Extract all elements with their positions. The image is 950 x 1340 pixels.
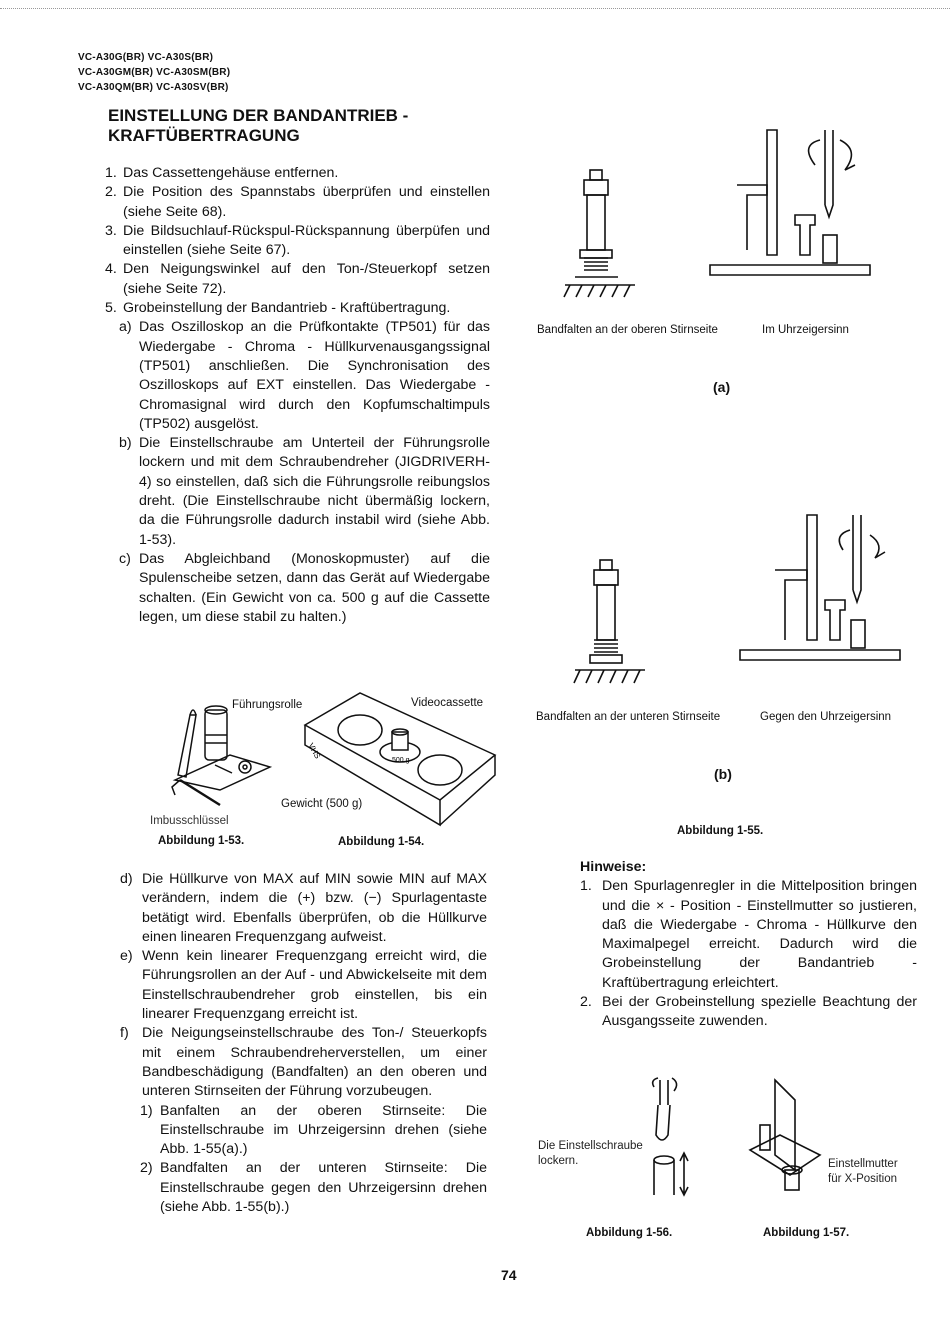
label-imbusschluessel: Imbusschlüssel: [150, 815, 229, 827]
step-item: 5. Grobeinstellung der Bandantrieb - Kraftübertragung.: [105, 300, 451, 317]
substep-item: 1) Banfalten an der oberen Stirnseite: Die Einstellschraube im Uhrzeigersinn drehen (siehe Abb. 1-55(a).): [140, 1102, 487, 1158]
figure-1-55b-head-adjust: [735, 510, 905, 670]
label-x-position: für X-Position: [828, 1173, 898, 1185]
model-line: VC-A30QM(BR) VC-A30SV(BR): [78, 82, 229, 93]
label-einstellschraube: Die Einstellschraube: [538, 1140, 643, 1152]
figure-1-53-illustration: [160, 695, 280, 810]
step-item: 2. Die Position des Spannstabs überprüfen und einstellen (siehe Seite 68).: [105, 184, 490, 220]
figure-1-57-x-position-nut: [740, 1075, 830, 1205]
title-line: KRAFTÜBERTRAGUNG: [108, 126, 300, 145]
sub-figure-label-a: (a): [713, 379, 731, 395]
model-line: VC-A30G(BR) VC-A30S(BR): [78, 52, 214, 63]
title-line: EINSTELLUNG DER BANDANTRIEB -: [108, 106, 409, 125]
note-item: 2. Bei der Grobeinstellung spezielle Beachtung der Ausgangsseite zuwenden.: [580, 994, 917, 1030]
figure-1-56-screw-loosen: [640, 1075, 700, 1205]
label-fuehrungsrolle: Führungsrolle: [232, 699, 303, 711]
label-einstellmutter: Einstellmutter: [828, 1158, 898, 1170]
figure-caption: Abbildung 1-55.: [677, 825, 764, 837]
procedure-steps: [105, 164, 490, 627]
model-list: [78, 50, 230, 95]
label-untere-stirnseite: Bandfalten an der unteren Stirnseite: [536, 711, 721, 723]
notes-heading: Hinweise:: [580, 859, 647, 875]
step-item: 3. Die Bildsuchlauf-Rückspul-Rückspannung überpüfen und einstellen (siehe Seite 67).: [105, 222, 490, 259]
vhs-logo: VHS: [306, 741, 323, 761]
substep-item: b) Die Einstellschraube am Unterteil der Führungsrolle lockern und mit dem Schraubendreher (JIGDRIVERH-4) so einstellen, daß sich die Führungsrolle reibungslos dreht. (Die Einstellschraube nicht übermäßig lockern, da die Führungsrolle dadurch instabil wird (siehe Abb. 1-53).: [119, 435, 490, 548]
model-line: VC-A30GM(BR) VC-A30SM(BR): [78, 67, 231, 78]
substep-item: 2) Bandfalten an der unteren Stirnseite: Die Einstellschraube gegen den Uhrzeigersinn drehen (siehe Abb. 1-55(b).): [140, 1160, 487, 1216]
label-gegen-uhrzeigersinn: Gegen den Uhrzeigersinn: [760, 711, 892, 723]
figure-caption: Abbildung 1-53.: [158, 835, 245, 847]
figure-caption: Abbildung 1-56.: [586, 1227, 673, 1239]
label-gewicht: Gewicht (500 g): [281, 798, 363, 810]
weight-label: 500 g: [392, 757, 410, 764]
scan-edge-line: [0, 8, 950, 10]
label-obere-stirnseite: Bandfalten an der oberen Stirnseite: [537, 324, 718, 336]
substep-item: d) Die Hüllkurve von MAX auf MIN sowie MIN auf MAX verändern, indem die (+) bzw. (−) Spurlagentaste betätigt wird. Ebenfalls überprüfen, ob die Hüllkurve einen linearen Frequenzgang aufweist.: [120, 871, 487, 945]
notes-section: [580, 858, 917, 1032]
step-item: 1. Das Cassettengehäuse entfernen.: [105, 165, 339, 181]
procedure-steps-continued: [120, 870, 487, 1217]
label-lockern: lockern.: [538, 1155, 579, 1167]
substep-item: e) Wenn kein linearer Frequenzgang erreicht wird, die Führungsrollen an der Auf - und Abwickelseite mit dem Einstellschraubendreher grob einstellen, bis ein linearer Frequenzgang erreicht ist.: [120, 948, 487, 1023]
page-title: [108, 106, 528, 146]
substep-item: a) Das Oszilloskop an die Prüfkontakte (TP501) für das Wiedergabe - Chroma - Hüllkurvenausgangssignal (TP501) anschließen. Die Synchronisation des Oszilloskops auf EXT einstellen. Das Wiedergabe - Chromasignal wird durch den Kopfumschaltimpuls (TP502) ausgelöst.: [119, 319, 490, 432]
figure-1-55a-head-adjust: [705, 125, 875, 285]
substep-item: f) Die Neigungseinstellschraube des Ton-/ Steuerkopfs mit einem Schraubendreherverstellen, um einer Bandbeschädigung (Bandfalten) an den oberen und unteren Stirnseiten der Führung vorzubeugen.: [120, 1025, 487, 1100]
figure-1-54-cassette: [290, 690, 500, 835]
figure-1-55a-guide-roller: [560, 165, 640, 305]
page-number: 74: [501, 1267, 517, 1283]
figure-caption: Abbildung 1-54.: [338, 836, 425, 848]
figure-caption: Abbildung 1-57.: [763, 1227, 850, 1239]
label-videocassette: Videocassette: [411, 697, 484, 709]
substep-item: c) Das Abgleichband (Monoskopmuster) auf die Spulenscheibe setzen, dann das Gerät auf Wiedergabe schalten. (Ein Gewicht von ca. 500 g auf die Cassette legen, um diese stabil zu halten.): [119, 550, 490, 625]
step-item: 4. Den Neigungswinkel auf den Ton-/Steuerkopf setzen (siehe Seite 72).: [105, 261, 490, 297]
sub-figure-label-b: (b): [714, 766, 732, 782]
note-item: 1. Den Spurlagenregler in die Mittelposition bringen und die × - Position - Einstellmutter so justieren, daß die Wiedergabe - Chroma - Hüllkurve den Maximalpegel erreicht. Dadurch wird die Grobeinstellung der Bandantrieb - Kraftübertragung erleichtert.: [580, 878, 917, 991]
label-uhrzeigersinn: Im Uhrzeigersinn: [762, 324, 849, 336]
figure-1-55b-guide-roller: [570, 555, 650, 690]
